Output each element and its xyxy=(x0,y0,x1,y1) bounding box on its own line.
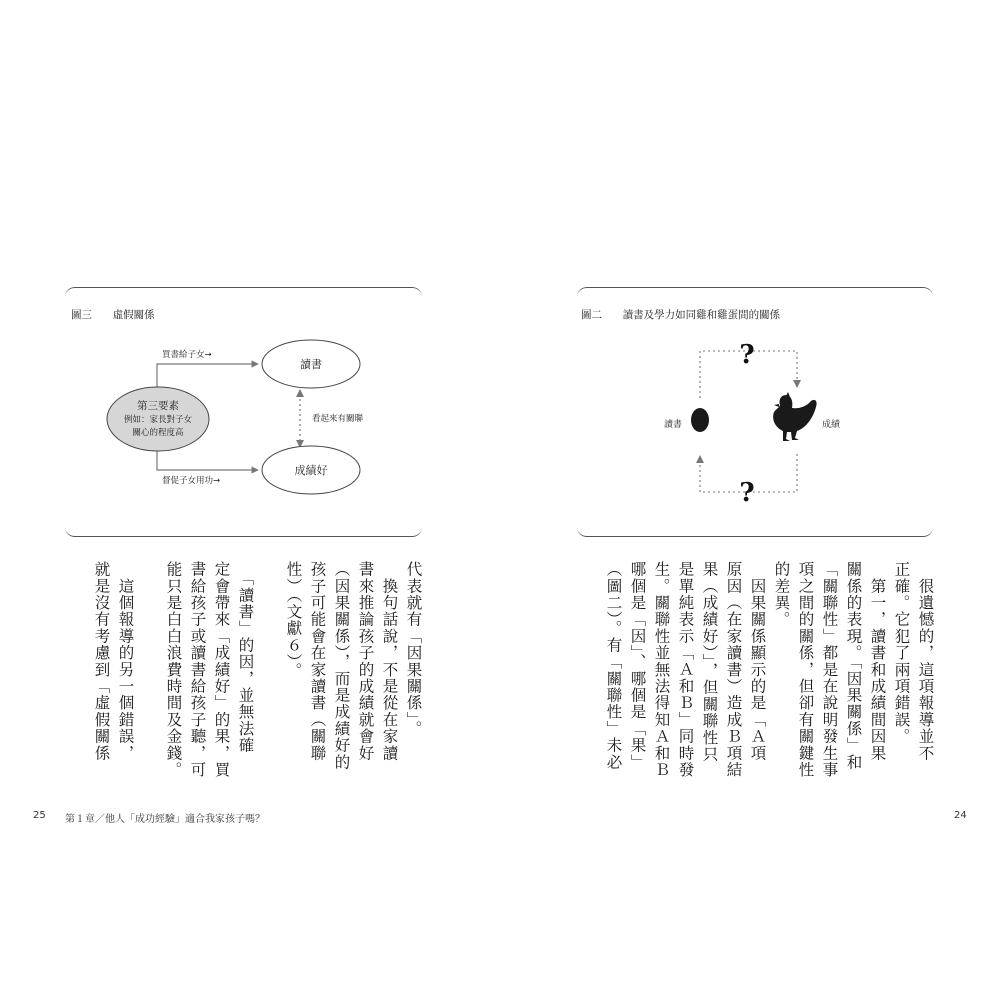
arrow-buy-label: 買書給子女→ xyxy=(162,350,212,360)
left-running-head: 第１章／他人「成功經驗」適合我家孩子嗎？ xyxy=(65,814,265,825)
left-page-number: 25 xyxy=(33,810,46,821)
loop-bottom-arrow xyxy=(696,455,704,463)
right_page-column-2: 正確。它犯了兩項錯誤。 xyxy=(892,561,911,745)
question-mark-bottom: ? xyxy=(739,478,755,508)
left_page-column-9: 定會帶來「成績好」的果，買 xyxy=(212,561,231,779)
loop-top-arrow xyxy=(793,380,801,388)
third-factor-line3: 關心的程度高 xyxy=(132,428,184,438)
figure-2-label: 圖二 xyxy=(581,309,602,321)
figure-3-label: 圖三 xyxy=(71,309,92,321)
left_page-column-14: 就是沒有考慮到「虛假關係 xyxy=(92,561,111,762)
left_page-column-3: 書來推論孩子的成績就會好 xyxy=(356,561,375,762)
right_page-column-4: 關係的表現。「因果關係」和 xyxy=(844,561,863,771)
right-page-number: 24 xyxy=(954,810,967,821)
right_page-column-6: 項之間的關係，但卻有關鍵性 xyxy=(796,561,815,779)
right_page-column-3: 第一，讀書和成績間因果 xyxy=(868,561,887,762)
left_page-column-10: 書給孩子或讀書給孩子聽，可 xyxy=(188,561,207,779)
reading-label: 讀書 xyxy=(664,420,683,430)
right_page-column-8: 因果關係顯示的是「Ａ項 xyxy=(748,561,767,762)
third-factor-line1: 第三要素 xyxy=(137,400,179,412)
apparent-link-label: 看起來有關聯 xyxy=(312,414,364,424)
left_page-column-5: 孩子可能會在家讀書（關聯 xyxy=(308,561,327,762)
right_page-column-14: （圖二）。有「關聯性」未必 xyxy=(604,561,623,771)
left_page-column-2: 換句話說，不是從在家讀 xyxy=(380,561,399,762)
right_page-column-9: 原因（在家讀書）造成Ｂ項結 xyxy=(724,561,743,779)
right_page-column-5: 「關聯性」都是在說明發生事 xyxy=(820,561,839,779)
arrow-urge-label: 督促子女用功→ xyxy=(162,476,221,486)
right_page-column-10: 果（成績好）」，但關聯性只 xyxy=(700,561,719,763)
chicken-icon xyxy=(773,392,817,441)
third-factor-line2: 例如：家長對子女 xyxy=(123,415,193,425)
left_page-column-6: 性）（文獻６）。 xyxy=(284,561,303,680)
left_page-column-8: 「讀書」的因，並無法確 xyxy=(236,561,255,754)
egg-icon xyxy=(691,408,709,432)
left_page-column-11: 能只是白白浪費時間及金錢。 xyxy=(164,561,183,779)
question-mark-top: ? xyxy=(739,340,755,370)
grade-node-label: 成績好 xyxy=(294,464,328,477)
figure-2-caption: 讀書及學力如同雞和雞蛋間的關係 xyxy=(622,309,781,321)
right_page-column-13: 哪個是「因」、哪個是「果」 xyxy=(628,561,647,771)
right_page-column-12: 生。關聯性並無法得知Ａ和Ｂ xyxy=(652,561,671,779)
reading-node-label: 讀書 xyxy=(300,358,322,371)
left_page-column-1: 代表就有「因果關係」。 xyxy=(404,561,423,737)
grade-label: 成績 xyxy=(822,420,841,430)
right_page-column-7: 的差異。 xyxy=(772,561,791,628)
left_page-column-4: （因果關係），而是成績好的 xyxy=(332,561,351,771)
right_page-column-1: 很遺憾的，這項報導並不 xyxy=(916,561,935,762)
right_page-column-11: 是單純表示「Ａ和Ｂ」同時發 xyxy=(676,561,695,779)
figure-3-caption: 虛假關係 xyxy=(112,309,155,321)
left_page-column-13: 這個報導的另一個錯誤， xyxy=(116,561,135,762)
